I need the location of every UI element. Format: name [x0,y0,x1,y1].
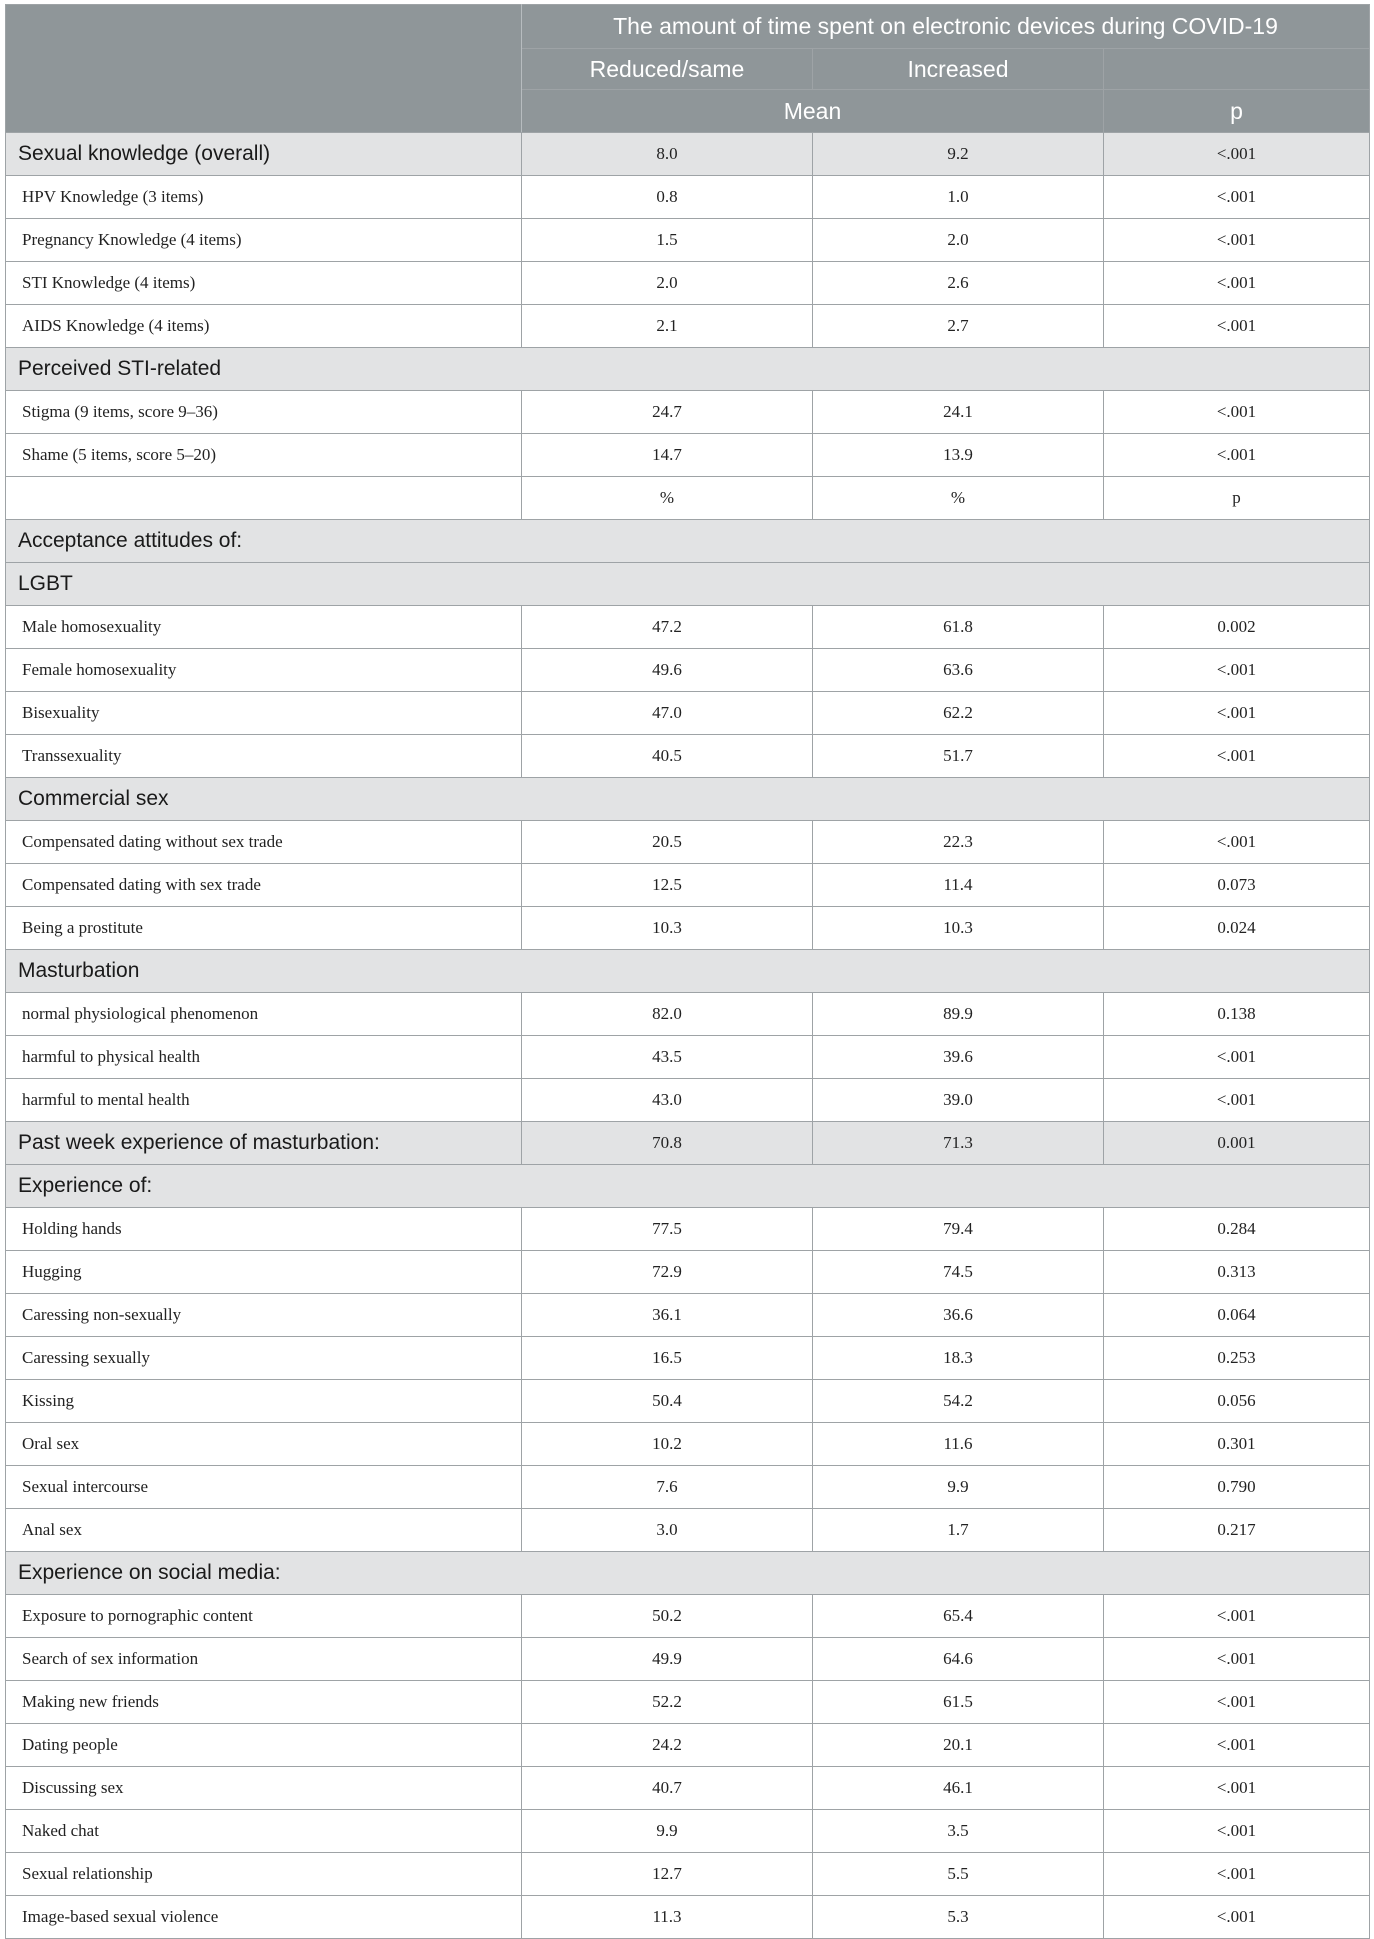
row-label: HPV Knowledge (3 items) [6,176,522,219]
table-row [6,1423,1370,1466]
cell-p-value: <.001 [1104,391,1370,434]
cell-increased: 65.4 [813,1595,1104,1638]
cell-reduced-same: 16.5 [522,1337,813,1380]
cell-reduced-same: 0.8 [522,176,813,219]
cell-increased: 22.3 [813,821,1104,864]
header-empty-cell [1104,49,1370,90]
cell-reduced-same: 14.7 [522,434,813,477]
row-label: Female homosexuality [6,649,522,692]
cell-reduced-same: 20.5 [522,821,813,864]
cell-p-value: <.001 [1104,305,1370,348]
cell-reduced-same: 70.8 [522,1122,813,1165]
table-row [6,1337,1370,1380]
table-row [6,305,1370,348]
cell-increased: 79.4 [813,1208,1104,1251]
cell-p-value: <.001 [1104,133,1370,176]
cell-reduced-same: 43.0 [522,1079,813,1122]
section-row [6,133,1370,176]
cell-increased: 2.0 [813,219,1104,262]
row-label: Shame (5 items, score 5–20) [6,434,522,477]
cell-increased: 5.3 [813,1896,1104,1939]
row-label: Male homosexuality [6,606,522,649]
cell-reduced-same: 2.0 [522,262,813,305]
table-row [6,1896,1370,1939]
cell-p-value: 0.138 [1104,993,1370,1036]
cell-reduced-same: 24.7 [522,391,813,434]
section-row [6,1122,1370,1165]
cell-reduced-same: 52.2 [522,1681,813,1724]
cell-reduced-same: 40.5 [522,735,813,778]
row-label [6,477,522,520]
cell-p-value: <.001 [1104,1853,1370,1896]
cell-reduced-same: 24.2 [522,1724,813,1767]
cell-reduced-same: 47.2 [522,606,813,649]
cell-reduced-same: 47.0 [522,692,813,735]
header-p: p [1104,90,1370,133]
table-row [6,176,1370,219]
data-table [5,4,1370,1939]
row-label: Sexual intercourse [6,1466,522,1509]
table-row [6,649,1370,692]
cell-p-value: <.001 [1104,1595,1370,1638]
table-row [6,692,1370,735]
cell-increased: 64.6 [813,1638,1104,1681]
table-row [6,1208,1370,1251]
row-label: Caressing non-sexually [6,1294,522,1337]
table-body [6,133,1370,1939]
row-label: Kissing [6,1380,522,1423]
table-row [6,735,1370,778]
cell-p-value: 0.313 [1104,1251,1370,1294]
cell-increased: 24.1 [813,391,1104,434]
table-row [6,907,1370,950]
cell-increased: 39.6 [813,1036,1104,1079]
cell-increased: 89.9 [813,993,1104,1036]
cell-increased: 61.8 [813,606,1104,649]
section-label: LGBT [6,563,1370,606]
table-container [5,4,1369,1939]
cell-p-value: <.001 [1104,1724,1370,1767]
cell-increased: 61.5 [813,1681,1104,1724]
row-label: Image-based sexual violence [6,1896,522,1939]
cell-p-value: 0.064 [1104,1294,1370,1337]
cell-increased: 54.2 [813,1380,1104,1423]
cell-increased: 36.6 [813,1294,1104,1337]
cell-increased: 3.5 [813,1810,1104,1853]
cell-increased: 71.3 [813,1122,1104,1165]
table-row [6,1509,1370,1552]
cell-increased: 74.5 [813,1251,1104,1294]
header-reduced-same: Reduced/same [522,49,813,90]
cell-increased: 20.1 [813,1724,1104,1767]
cell-p-value: <.001 [1104,1681,1370,1724]
table-row [6,993,1370,1036]
cell-reduced-same: 12.5 [522,864,813,907]
row-label: Pregnancy Knowledge (4 items) [6,219,522,262]
row-label: Anal sex [6,1509,522,1552]
table-row [6,1036,1370,1079]
cell-p-value: <.001 [1104,735,1370,778]
table-row [6,1380,1370,1423]
section-label: Experience of: [6,1165,1370,1208]
cell-p-value: 0.002 [1104,606,1370,649]
cell-increased: 10.3 [813,907,1104,950]
section-row [6,348,1370,391]
cell-reduced-same: 49.6 [522,649,813,692]
cell-p-value: 0.001 [1104,1122,1370,1165]
table-row [6,864,1370,907]
cell-reduced-same: % [522,477,813,520]
section-row [6,778,1370,821]
cell-increased: 1.7 [813,1509,1104,1552]
section-row [6,1165,1370,1208]
cell-p-value: <.001 [1104,434,1370,477]
cell-increased: % [813,477,1104,520]
cell-reduced-same: 2.1 [522,305,813,348]
row-label: Sexual relationship [6,1853,522,1896]
section-label: Masturbation [6,950,1370,993]
cell-reduced-same: 1.5 [522,219,813,262]
cell-reduced-same: 7.6 [522,1466,813,1509]
row-label: Holding hands [6,1208,522,1251]
cell-increased: 46.1 [813,1767,1104,1810]
cell-p-value: 0.253 [1104,1337,1370,1380]
table-row [6,821,1370,864]
header-increased: Increased [813,49,1104,90]
table-row [6,434,1370,477]
cell-increased: 63.6 [813,649,1104,692]
cell-increased: 2.7 [813,305,1104,348]
cell-p-value: <.001 [1104,1896,1370,1939]
cell-increased: 62.2 [813,692,1104,735]
table-row [6,1853,1370,1896]
header-group-title: The amount of time spent on electronic devices during COVID-19 [522,5,1370,49]
table-row [6,1079,1370,1122]
row-label: Compensated dating without sex trade [6,821,522,864]
table-row [6,262,1370,305]
cell-increased: 1.0 [813,176,1104,219]
cell-p-value: <.001 [1104,1036,1370,1079]
header-corner-cell [6,5,522,133]
row-label: normal physiological phenomenon [6,993,522,1036]
cell-increased: 2.6 [813,262,1104,305]
section-row [6,1552,1370,1595]
cell-reduced-same: 40.7 [522,1767,813,1810]
row-label: Exposure to pornographic content [6,1595,522,1638]
table-row [6,219,1370,262]
table-row [6,1681,1370,1724]
section-row [6,950,1370,993]
cell-p-value: 0.217 [1104,1509,1370,1552]
cell-p-value: <.001 [1104,821,1370,864]
table-row [6,1294,1370,1337]
table-row [6,477,1370,520]
cell-reduced-same: 8.0 [522,133,813,176]
cell-reduced-same: 49.9 [522,1638,813,1681]
cell-increased: 9.9 [813,1466,1104,1509]
cell-p-value: <.001 [1104,262,1370,305]
cell-increased: 11.4 [813,864,1104,907]
row-label: Discussing sex [6,1767,522,1810]
cell-reduced-same: 50.2 [522,1595,813,1638]
section-label: Commercial sex [6,778,1370,821]
cell-p-value: 0.284 [1104,1208,1370,1251]
section-row [6,563,1370,606]
section-row [6,520,1370,563]
cell-p-value: <.001 [1104,219,1370,262]
section-label: Acceptance attitudes of: [6,520,1370,563]
table-row [6,1724,1370,1767]
cell-increased: 51.7 [813,735,1104,778]
row-label: Being a prostitute [6,907,522,950]
cell-p-value: <.001 [1104,649,1370,692]
cell-p-value: <.001 [1104,1767,1370,1810]
row-label: Oral sex [6,1423,522,1466]
table-row [6,1251,1370,1294]
section-label: Sexual knowledge (overall) [6,133,522,176]
table-row [6,391,1370,434]
section-label: Perceived STI-related [6,348,1370,391]
table-header [6,5,1370,133]
row-label: Search of sex information [6,1638,522,1681]
cell-reduced-same: 12.7 [522,1853,813,1896]
cell-reduced-same: 77.5 [522,1208,813,1251]
cell-p-value: <.001 [1104,1810,1370,1853]
table-row [6,1638,1370,1681]
row-label: Stigma (9 items, score 9–36) [6,391,522,434]
cell-increased: 18.3 [813,1337,1104,1380]
cell-increased: 11.6 [813,1423,1104,1466]
row-label: AIDS Knowledge (4 items) [6,305,522,348]
cell-reduced-same: 36.1 [522,1294,813,1337]
cell-reduced-same: 3.0 [522,1509,813,1552]
cell-increased: 13.9 [813,434,1104,477]
table-row [6,1595,1370,1638]
cell-p-value: 0.024 [1104,907,1370,950]
cell-p-value: <.001 [1104,1079,1370,1122]
row-label: Caressing sexually [6,1337,522,1380]
cell-p-value: 0.056 [1104,1380,1370,1423]
row-label: Transsexuality [6,735,522,778]
cell-p-value: 0.790 [1104,1466,1370,1509]
table-row [6,1767,1370,1810]
table-row [6,606,1370,649]
row-label: STI Knowledge (4 items) [6,262,522,305]
row-label: Naked chat [6,1810,522,1853]
cell-increased: 5.5 [813,1853,1104,1896]
cell-increased: 9.2 [813,133,1104,176]
section-label: Past week experience of masturbation: [6,1122,522,1165]
cell-reduced-same: 50.4 [522,1380,813,1423]
cell-p-value: <.001 [1104,692,1370,735]
row-label: harmful to physical health [6,1036,522,1079]
row-label: Dating people [6,1724,522,1767]
cell-reduced-same: 82.0 [522,993,813,1036]
row-label: harmful to mental health [6,1079,522,1122]
cell-reduced-same: 11.3 [522,1896,813,1939]
row-label: Hugging [6,1251,522,1294]
cell-p-value: p [1104,477,1370,520]
cell-p-value: <.001 [1104,176,1370,219]
cell-reduced-same: 9.9 [522,1810,813,1853]
cell-reduced-same: 10.2 [522,1423,813,1466]
cell-increased: 39.0 [813,1079,1104,1122]
header-mean: Mean [522,90,1104,133]
cell-reduced-same: 10.3 [522,907,813,950]
table-row [6,1810,1370,1853]
cell-p-value: 0.073 [1104,864,1370,907]
section-label: Experience on social media: [6,1552,1370,1595]
row-label: Bisexuality [6,692,522,735]
row-label: Making new friends [6,1681,522,1724]
table-row [6,1466,1370,1509]
cell-p-value: <.001 [1104,1638,1370,1681]
cell-reduced-same: 72.9 [522,1251,813,1294]
row-label: Compensated dating with sex trade [6,864,522,907]
cell-reduced-same: 43.5 [522,1036,813,1079]
cell-p-value: 0.301 [1104,1423,1370,1466]
